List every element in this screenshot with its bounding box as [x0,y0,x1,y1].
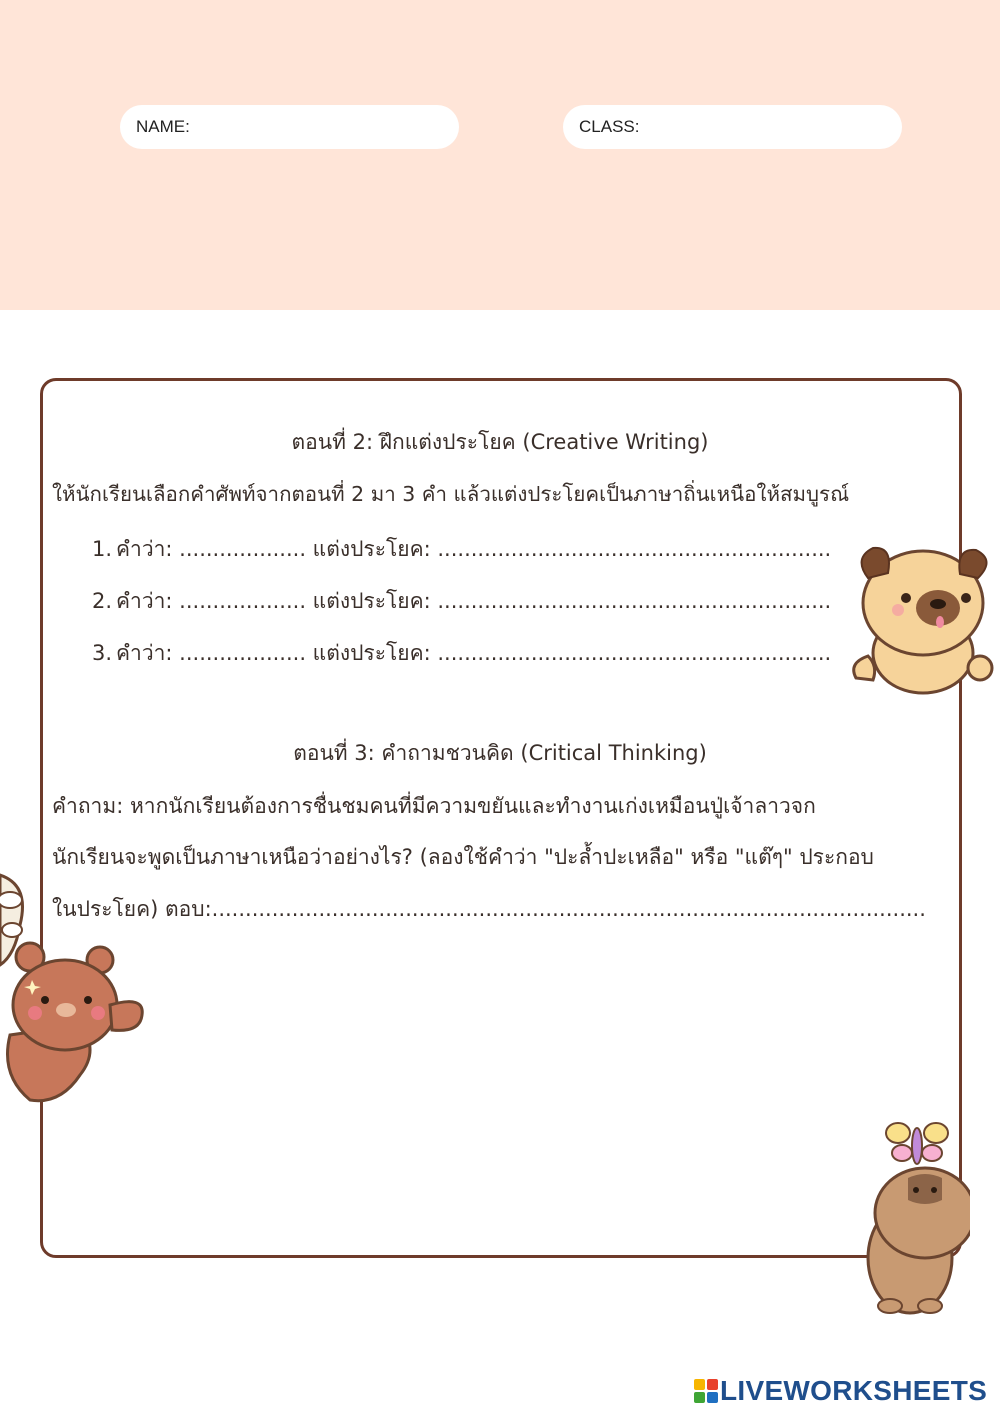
liveworksheets-brand [694,1374,987,1408]
class-input[interactable] [645,111,890,143]
header-band [0,0,1000,310]
part2-instruction: ให้นักเรียนเลือกคำศัพท์จากตอนที่ 2 มา 3 คำ แล้วแต่งประโยคเป็นภาษาถิ่นเหนือให้สมบูรณ์ [52,482,850,506]
teddy-bear-sticker [0,865,150,1105]
class-label: CLASS: [579,117,640,136]
part3-question-line-2: นักเรียนจะพูดเป็นภาษาเหนือว่าอย่างไร? (ลองใช้คำว่า "ปะล้ำปะเหลือ" หรือ "แต๊ๆ" ประกอบ [52,845,874,869]
name-input[interactable] [196,111,447,143]
name-label: NAME: [136,117,190,136]
pug-dog-sticker [848,538,998,698]
item-number: 3. [92,641,113,665]
liveworksheets-logo-icon [694,1379,718,1403]
part3-title: ตอนที่ 3: คำถามชวนคิด (Critical Thinking) [293,741,707,765]
item-number: 1. [92,537,113,561]
part3-question-line-1: คำถาม: หากนักเรียนต้องการชื่นชมคนที่มีความขยันและทำงานเก่งเหมือนปู่เจ้าลาวจก [52,794,816,818]
part3-question-line-3: ในประโยค) ตอบ:........................................................................................................... [52,897,926,921]
item-text: คำว่า: ................... แต่งประโยค: ........................................................... [116,537,832,561]
item-text: คำว่า: ................... แต่งประโยค: ........................................................... [116,641,832,665]
part2-item-2 [92,589,831,614]
part2-item-3 [92,641,831,666]
part2-title: ตอนที่ 2: ฝึกแต่งประโยค (Creative Writing) [291,430,709,454]
class-field[interactable] [563,105,902,149]
name-field[interactable] [120,105,459,149]
brand-text: LIVEWORKSHEETS [720,1375,988,1406]
part2-item-1 [92,537,831,562]
item-number: 2. [92,589,113,613]
capybara-butterfly-sticker [860,1108,970,1318]
item-text: คำว่า: ................... แต่งประโยค: ........................................................... [116,589,832,613]
